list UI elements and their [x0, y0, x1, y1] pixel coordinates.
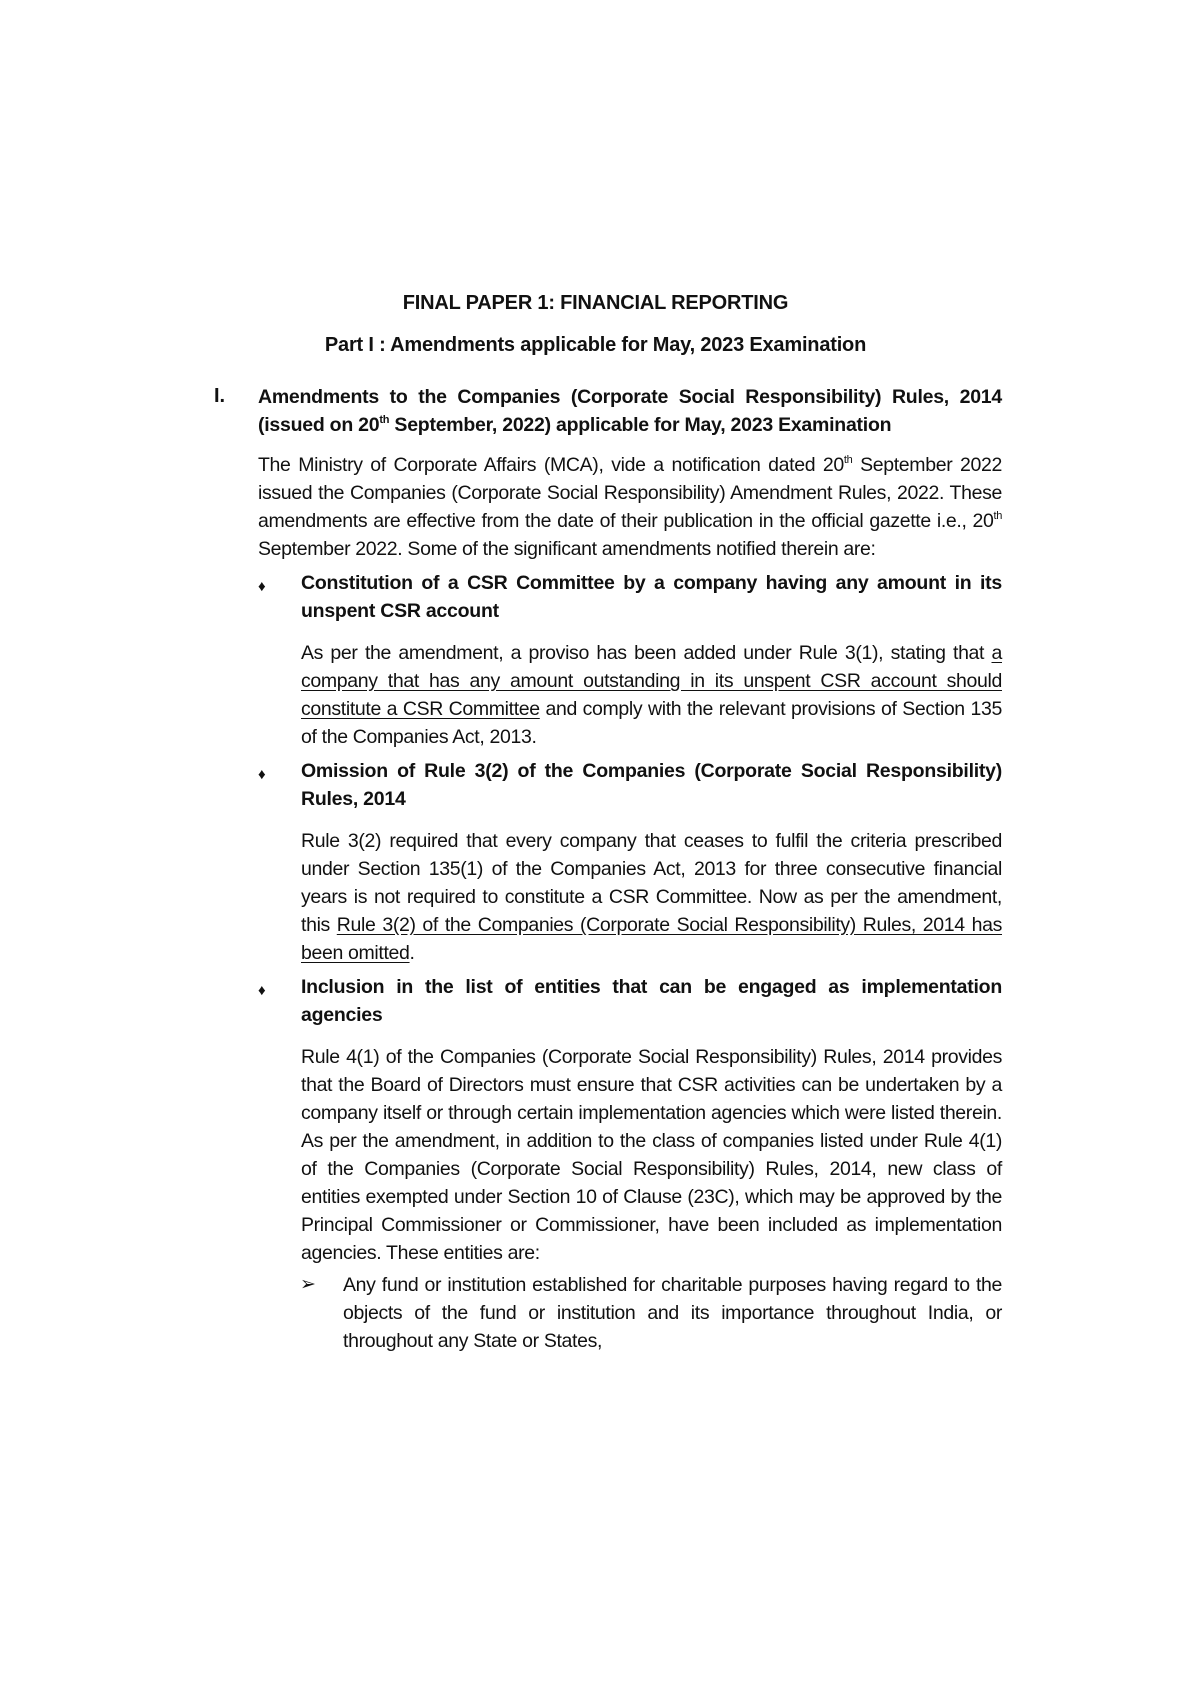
underlined-text: Rule 3(2) of the Companies (Corporate Social Responsibility) Rules, 2014 has been omitted	[301, 914, 1002, 964]
diamond-bullet-icon: ♦	[258, 766, 266, 783]
item-body: As per the amendment, a proviso has been added under Rule 3(1), stating that a company that has any amount outstanding in its unspent CSR account should constitute a CSR Committee and comply with the relevant provisions of Section 135 of the Companies Act, 2013.	[301, 642, 1002, 748]
arrow-bullet-icon: ➢	[300, 1274, 316, 1295]
page-title: FINAL PAPER 1: FINANCIAL REPORTING	[402, 292, 789, 314]
underlined-text: a company that has any amount outstanding in its unspent CSR account should constitute a CSR Committee	[301, 642, 1002, 720]
intro-paragraph: The Ministry of Corporate Affairs (MCA), vide a notification dated 20th September 2022 issued the Companies (Corporate Social Responsibility) Amendment Rules, 2022. These amendments are effective from the date of their publication in the official gazette i.e., 20th September 2022. Some of the significant amendments notified therein are:	[258, 454, 1003, 560]
diamond-bullet-icon: ♦	[258, 578, 266, 595]
section-number: I.	[214, 385, 226, 407]
item-heading: Constitution of a CSR Committee by a company having any amount in its unspent CSR account	[301, 572, 1002, 622]
item-body: Rule 4(1) of the Companies (Corporate Social Responsibility) Rules, 2014 provides that the Board of Directors must ensure that CSR activities can be undertaken by a company itself or through certain implementation agencies which were listed therein. As per the amendment, in addition to the class of companies listed under Rule 4(1) of the Companies (Corporate Social Responsibility) Rules, 2014, new class of entities exempted under Section 10 of Clause (23C), which may be approved by the Principal Commissioner or Commissioner, have been included as implementation agencies. These entities are:	[301, 1046, 1002, 1264]
item-body: Rule 3(2) required that every company that ceases to fulfil the criteria prescribed under Section 135(1) of the Companies Act, 2013 for three consecutive financial years is not required to constitute a CSR Committee. Now as per the amendment, this Rule 3(2) of the Companies (Corporate Social Responsibility) Rules, 2014 has been omitted.	[301, 830, 1002, 964]
sub-list-item: Any fund or institution established for charitable purposes having regard to the objects of the fund or institution and its importance throughout India, or throughout any State or States,	[343, 1274, 1002, 1352]
page-subtitle: Part I : Amendments applicable for May, 2023 Examination	[324, 334, 867, 356]
diamond-bullet-icon: ♦	[258, 982, 266, 999]
section-heading: Amendments to the Companies (Corporate Social Responsibility) Rules, 2014 (issued on 20th September, 2022) applicable for May, 2023 Examination	[258, 386, 1002, 436]
item-heading: Omission of Rule 3(2) of the Companies (Corporate Social Responsibility) Rules, 2014	[301, 760, 1002, 810]
item-heading: Inclusion in the list of entities that can be engaged as implementation agencies	[301, 976, 1002, 1026]
